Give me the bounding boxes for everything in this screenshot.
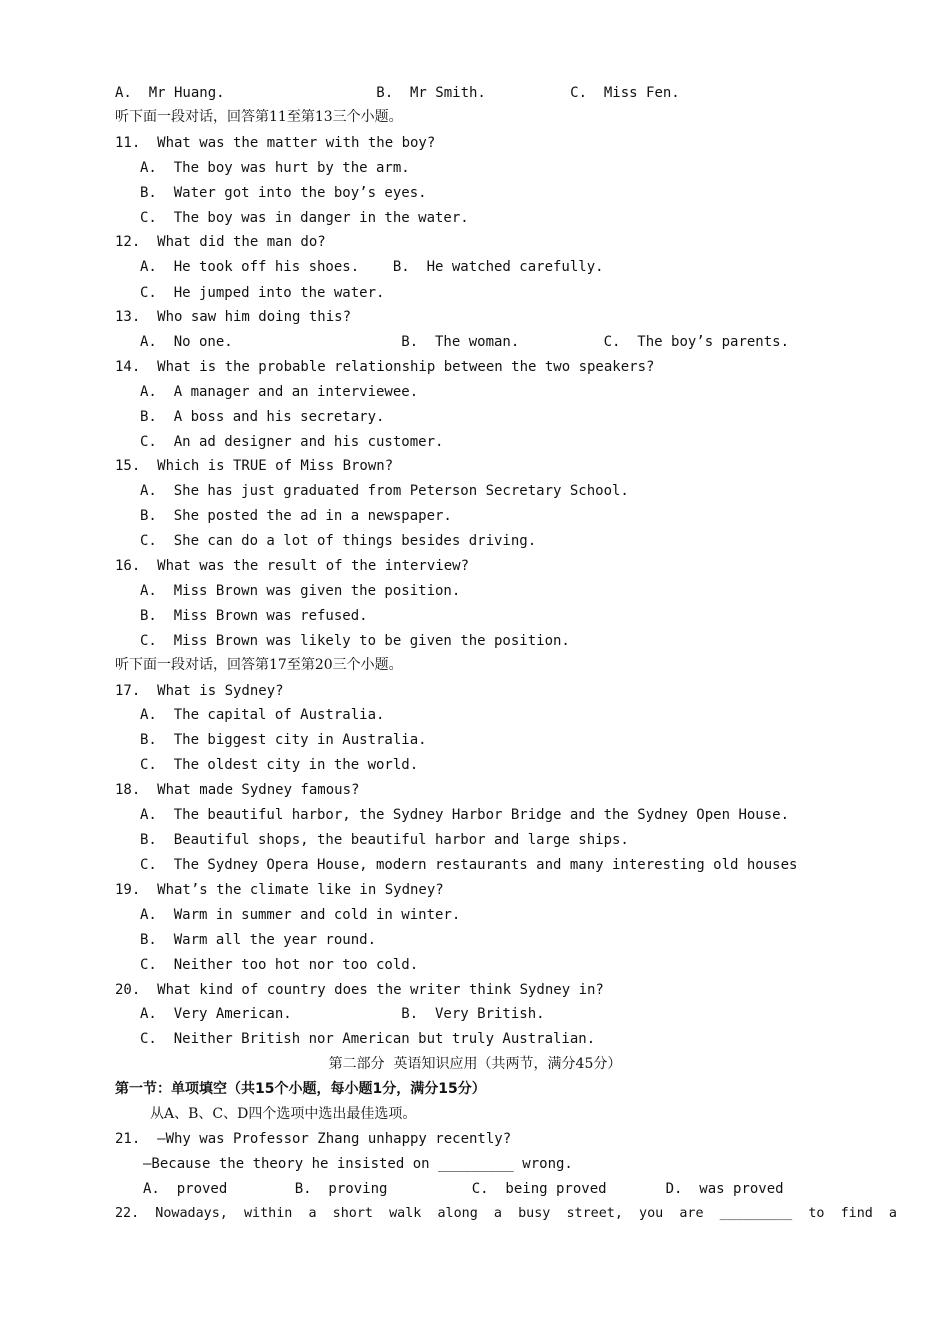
question-13: 13. Who saw him doing this? <box>115 309 352 325</box>
q14-option-a: A. A manager and an interviewee. <box>140 384 419 400</box>
q18-option-a: A. The beautiful harbor, the Sydney Harbor Bridge and the Sydney Open House. <box>140 807 790 823</box>
q18-option-b: B. Beautiful shops, the beautiful harbor and large ships. <box>140 832 629 848</box>
q21-reply: —Because the theory he insisted on _________ wrong. <box>143 1156 573 1172</box>
q20-option-c: C. Neither British nor American but truly Australian. <box>140 1031 596 1047</box>
q21-options: A. proved B. proving C. being proved D. was proved <box>143 1181 784 1197</box>
q19-option-c: C. Neither too hot nor too cold. <box>140 957 419 973</box>
question-20: 20. What kind of country does the writer think Sydney in? <box>115 982 604 998</box>
q12-option-c: C. He jumped into the water. <box>140 285 385 301</box>
q14-option-b: B. A boss and his secretary. <box>140 409 385 425</box>
question-16: 16. What was the result of the interview? <box>115 558 470 574</box>
q19-option-a: A. Warm in summer and cold in winter. <box>140 907 461 923</box>
question-22: 22. Nowadays, within a short walk along a busy street, you are _________ to find a <box>115 1206 897 1221</box>
q20-options-ab: A. Very American. B. Very British. <box>140 1006 545 1022</box>
q17-option-b: B. The biggest city in Australia. <box>140 732 427 748</box>
q12-options-ab: A. He took off his shoes. B. He watched carefully. <box>140 259 604 275</box>
section-instruction-2: 听下面一段对话，回答第17至第20三个小题。 <box>115 657 403 673</box>
part-two-heading: 第二部分 英语知识应用（共两节，满分45分） <box>328 1056 622 1072</box>
q16-option-c: C. Miss Brown was likely to be given the position. <box>140 633 570 649</box>
q16-option-a: A. Miss Brown was given the position. <box>140 583 461 599</box>
question-18: 18. What made Sydney famous? <box>115 782 360 798</box>
q11-option-c: C. The boy was in danger in the water. <box>140 210 469 226</box>
question-11: 11. What was the matter with the boy? <box>115 135 436 151</box>
q17-option-a: A. The capital of Australia. <box>140 707 385 723</box>
section-instruction: 听下面一段对话，回答第11至第13三个小题。 <box>115 109 403 125</box>
q13-options: A. No one. B. The woman. C. The boy’s parents. <box>140 334 790 350</box>
question-21: 21. —Why was Professor Zhang unhappy recently? <box>115 1131 512 1147</box>
question-17: 17. What is Sydney? <box>115 683 284 699</box>
q15-option-a: A. She has just graduated from Peterson Secretary School. <box>140 483 629 499</box>
q11-option-a: A. The boy was hurt by the arm. <box>140 160 410 176</box>
section-one-instruction: 从A、B、C、D四个选项中选出最佳选项。 <box>150 1106 417 1122</box>
q16-option-b: B. Miss Brown was refused. <box>140 608 368 624</box>
q11-option-b: B. Water got into the boy’s eyes. <box>140 185 427 201</box>
section-one-heading: 第一节：单项填空（共15个小题，每小题1分，满分15分） <box>115 1081 486 1097</box>
question-19: 19. What’s the climate like in Sydney? <box>115 882 444 898</box>
q17-option-c: C. The oldest city in the world. <box>140 757 419 773</box>
question-12: 12. What did the man do? <box>115 234 326 250</box>
question-14: 14. What is the probable relationship between the two speakers? <box>115 359 655 375</box>
q14-option-c: C. An ad designer and his customer. <box>140 434 444 450</box>
q10-options: A. Mr Huang. B. Mr Smith. C. Miss Fen. <box>115 85 680 101</box>
q15-option-b: B. She posted the ad in a newspaper. <box>140 508 452 524</box>
q18-option-c: C. The Sydney Opera House, modern restaurants and many interesting old houses <box>140 857 798 873</box>
question-15: 15. Which is TRUE of Miss Brown? <box>115 458 394 474</box>
q15-option-c: C. She can do a lot of things besides driving. <box>140 533 537 549</box>
q19-option-b: B. Warm all the year round. <box>140 932 377 948</box>
